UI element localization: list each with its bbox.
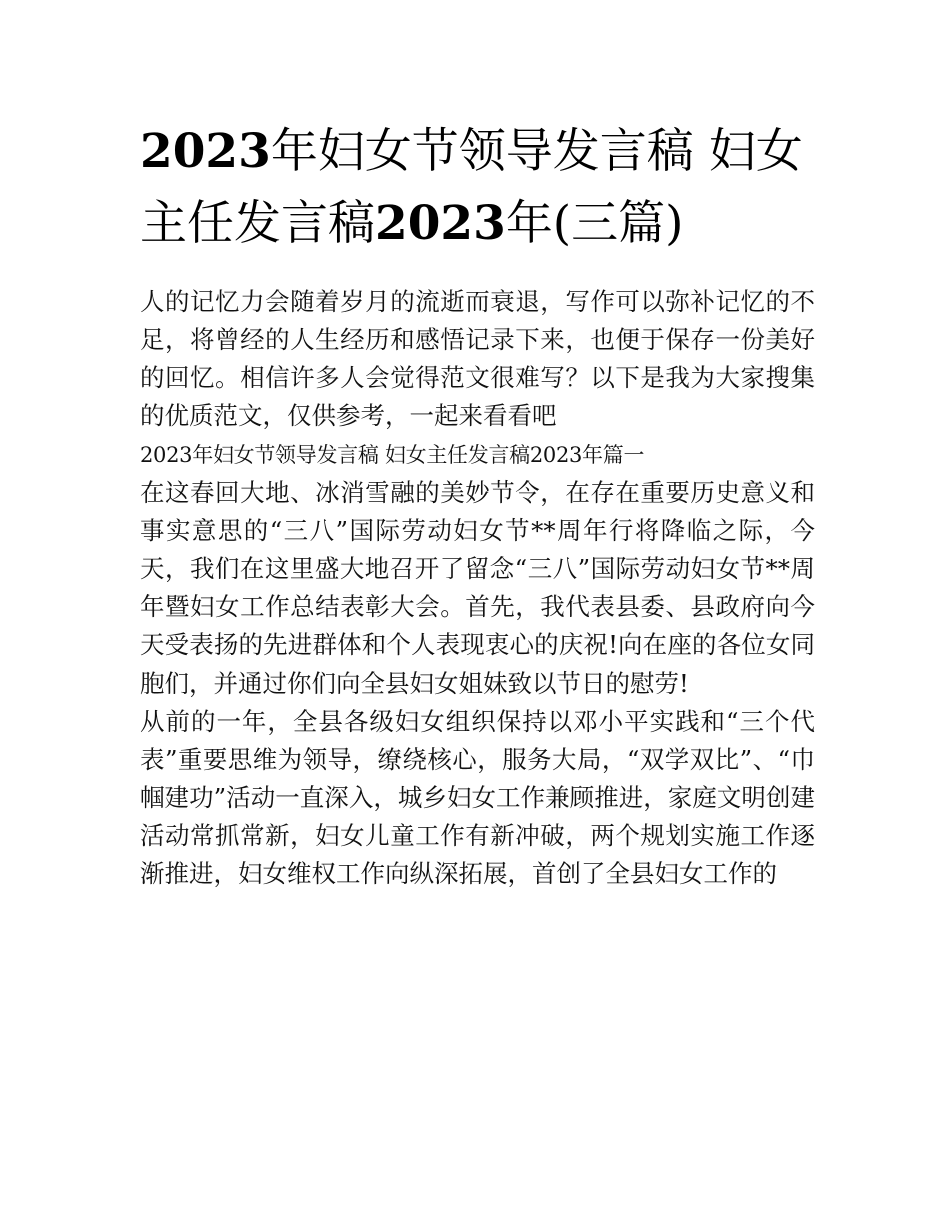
section-heading: 2023年妇女节领导发言稿 妇女主任发言稿2023年篇一 (140, 442, 645, 467)
intro-paragraph: 人的记忆力会随着岁月的流逝而衰退，写作可以弥补记忆的不足，将曾经的人生经历和感悟记录下来，也便于保存一份美好的回忆。相信许多人会觉得范文很难写？以下是我为大家搜集的优质范文，仅供参考，一起来看看吧 (140, 287, 815, 431)
document-body (140, 283, 815, 894)
body-paragraph: 从前的一年，全县各级妇女组织保持以邓小平实践和“三个代表”重要思维为领导，缭绕核心，服务大局，“双学双比”、“巾帼建功”活动一直深入，城乡妇女工作兼顾推进，家庭文明创建活动常抓常新，妇女儿童工作有新冲破，两个规划实施工作逐渐推进，妇女维权工作向纵深拓展，首创了全县妇女工作的 (140, 706, 815, 889)
body-paragraph: 在这春回大地、冰消雪融的美妙节令，在存在重要历史意义和事实意思的“三八”国际劳动妇女节**周年行将降临之际，今天，我们在这里盛大地召开了留念“三八”国际劳动妇女节**周年暨妇女工作总结表彰大会。首先，我代表县委、县政府向今天受表扬的先进群体和个人表现衷心的庆祝!向在座的各位女同胞们，并通过你们向全县妇女姐妹致以节日的慰劳! (140, 477, 815, 698)
title-text: 年妇女节领导发言稿 妇女主任发言稿 (140, 124, 803, 251)
document-title (140, 116, 820, 260)
title-suffix: 年(三篇) (505, 196, 684, 251)
title-year: 2023 (140, 124, 271, 179)
title-year-second: 2023 (375, 196, 506, 251)
